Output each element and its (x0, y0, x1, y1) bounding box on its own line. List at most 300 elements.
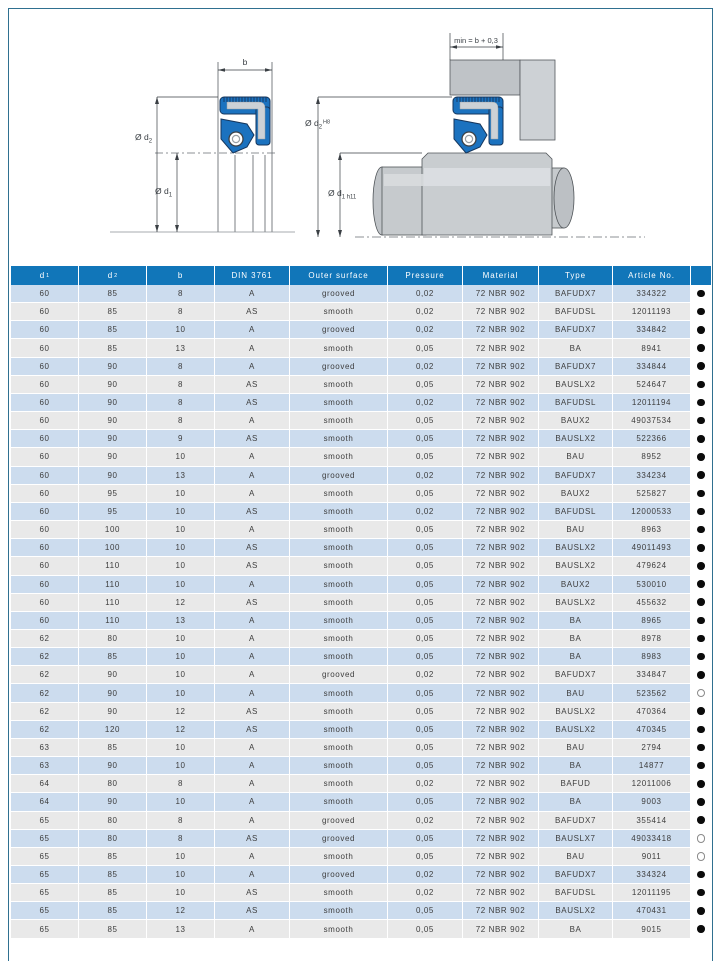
cell-outer-surface: grooved (290, 812, 388, 830)
cell-article-no: 524647 (613, 376, 691, 394)
cell-d2: 90 (79, 412, 147, 430)
cell-availability (691, 448, 711, 466)
table-row (11, 594, 711, 612)
cell-din-3761: A (215, 321, 290, 339)
cell-article-no: 9011 (613, 848, 691, 866)
cell-article-no: 522366 (613, 430, 691, 448)
cell-b: 10 (147, 793, 215, 811)
cell-outer-surface: smooth (290, 793, 388, 811)
cell-pressure: 0,05 (388, 485, 463, 503)
cell-outer-surface: grooved (290, 666, 388, 684)
cell-pressure: 0,05 (388, 630, 463, 648)
dimension-d2 (155, 97, 218, 232)
cell-din-3761: A (215, 285, 290, 303)
cell-pressure: 0,02 (388, 666, 463, 684)
cell-material: 72 NBR 902 (463, 576, 539, 594)
cell-availability (691, 412, 711, 430)
table-row (11, 703, 711, 721)
table-row (11, 339, 711, 357)
cell-outer-surface: smooth (290, 884, 388, 902)
cell-pressure: 0,02 (388, 503, 463, 521)
cell-type: BAFUDX7 (539, 812, 613, 830)
cell-outer-surface: smooth (290, 757, 388, 775)
cell-availability (691, 793, 711, 811)
cell-d1: 60 (11, 467, 79, 485)
cell-b: 8 (147, 358, 215, 376)
cell-type: BAU (539, 521, 613, 539)
cell-pressure: 0,05 (388, 539, 463, 557)
cell-outer-surface: smooth (290, 684, 388, 702)
cell-b: 10 (147, 503, 215, 521)
cell-d2: 80 (79, 812, 147, 830)
cell-material: 72 NBR 902 (463, 339, 539, 357)
availability-dot-filled (697, 490, 705, 498)
cell-din-3761: A (215, 739, 290, 757)
cell-din-3761: A (215, 448, 290, 466)
table-row (11, 503, 711, 521)
cell-material: 72 NBR 902 (463, 630, 539, 648)
cell-material: 72 NBR 902 (463, 503, 539, 521)
cell-pressure: 0,05 (388, 594, 463, 612)
grooved-surface (224, 97, 266, 102)
cell-pressure: 0,05 (388, 684, 463, 702)
cell-d1: 62 (11, 721, 79, 739)
cell-din-3761: AS (215, 303, 290, 321)
cell-d1: 60 (11, 303, 79, 321)
cell-article-no: 12011006 (613, 775, 691, 793)
cell-availability (691, 485, 711, 503)
cell-availability (691, 884, 711, 902)
availability-dot-filled (697, 526, 705, 534)
cell-din-3761: A (215, 866, 290, 884)
cell-pressure: 0,05 (388, 848, 463, 866)
cell-material: 72 NBR 902 (463, 739, 539, 757)
cell-din-3761: A (215, 666, 290, 684)
cell-material: 72 NBR 902 (463, 920, 539, 938)
cell-din-3761: AS (215, 503, 290, 521)
cell-d1: 62 (11, 666, 79, 684)
cell-availability (691, 557, 711, 575)
cell-b: 10 (147, 684, 215, 702)
cell-availability (691, 358, 711, 376)
cell-din-3761: AS (215, 594, 290, 612)
cell-d1: 60 (11, 557, 79, 575)
cell-b: 13 (147, 339, 215, 357)
cell-pressure: 0,02 (388, 775, 463, 793)
cell-outer-surface: smooth (290, 485, 388, 503)
availability-dot-filled (697, 671, 705, 679)
cell-article-no: 8965 (613, 612, 691, 630)
cell-availability (691, 503, 711, 521)
cell-article-no: 8978 (613, 630, 691, 648)
cell-article-no: 523562 (613, 684, 691, 702)
cell-outer-surface: smooth (290, 920, 388, 938)
cell-din-3761: A (215, 412, 290, 430)
table-row (11, 430, 711, 448)
cell-material: 72 NBR 902 (463, 467, 539, 485)
cell-din-3761: A (215, 358, 290, 376)
seal-installation-diagram (300, 18, 670, 250)
cell-d2: 85 (79, 648, 147, 666)
cell-d2: 110 (79, 612, 147, 630)
table-row (11, 539, 711, 557)
cell-b: 13 (147, 920, 215, 938)
table-row (11, 848, 711, 866)
cell-pressure: 0,05 (388, 576, 463, 594)
cell-pressure: 0,02 (388, 321, 463, 339)
table-row (11, 666, 711, 684)
label-min-width: min = b + 0,3 (454, 36, 498, 45)
cell-article-no: 470431 (613, 902, 691, 920)
cell-material: 72 NBR 902 (463, 394, 539, 412)
table-row (11, 448, 711, 466)
cell-material: 72 NBR 902 (463, 866, 539, 884)
cell-din-3761: A (215, 793, 290, 811)
cell-outer-surface: smooth (290, 412, 388, 430)
availability-dot-filled (697, 580, 705, 588)
cell-d1: 63 (11, 739, 79, 757)
cell-d1: 60 (11, 576, 79, 594)
table-row (11, 721, 711, 739)
cell-d2: 90 (79, 430, 147, 448)
cell-availability (691, 630, 711, 648)
cell-b: 12 (147, 594, 215, 612)
cell-material: 72 NBR 902 (463, 648, 539, 666)
table-row (11, 884, 711, 902)
availability-dot-filled (697, 816, 705, 824)
cell-din-3761: A (215, 812, 290, 830)
cell-pressure: 0,02 (388, 467, 463, 485)
cell-article-no: 2794 (613, 739, 691, 757)
cell-pressure: 0,05 (388, 339, 463, 357)
cell-article-no: 8941 (613, 339, 691, 357)
cell-type: BAFUDX7 (539, 866, 613, 884)
cell-d1: 60 (11, 339, 79, 357)
cell-material: 72 NBR 902 (463, 430, 539, 448)
cell-d1: 60 (11, 376, 79, 394)
cell-din-3761: AS (215, 703, 290, 721)
cell-material: 72 NBR 902 (463, 485, 539, 503)
cell-outer-surface: smooth (290, 576, 388, 594)
cell-pressure: 0,02 (388, 303, 463, 321)
cell-din-3761: AS (215, 721, 290, 739)
cell-d2: 90 (79, 793, 147, 811)
cell-outer-surface: smooth (290, 430, 388, 448)
availability-dot-filled (697, 780, 705, 788)
cell-d2: 80 (79, 630, 147, 648)
cell-b: 10 (147, 866, 215, 884)
cell-availability (691, 612, 711, 630)
cell-material: 72 NBR 902 (463, 902, 539, 920)
cell-material: 72 NBR 902 (463, 539, 539, 557)
cell-din-3761: A (215, 775, 290, 793)
column-header-outer-surface: Outer surface (290, 266, 388, 285)
cell-outer-surface: grooved (290, 358, 388, 376)
cell-article-no: 9003 (613, 793, 691, 811)
cell-type: BAFUD (539, 775, 613, 793)
cell-material: 72 NBR 902 (463, 612, 539, 630)
cell-availability (691, 576, 711, 594)
cell-d2: 110 (79, 557, 147, 575)
cell-outer-surface: smooth (290, 630, 388, 648)
cell-type: BAUSLX2 (539, 430, 613, 448)
cell-d2: 90 (79, 376, 147, 394)
cell-b: 8 (147, 412, 215, 430)
cell-d1: 62 (11, 703, 79, 721)
availability-dot-filled (697, 653, 705, 661)
cell-din-3761: AS (215, 902, 290, 920)
cell-pressure: 0,05 (388, 739, 463, 757)
cell-b: 8 (147, 303, 215, 321)
cell-d1: 62 (11, 630, 79, 648)
cell-availability (691, 775, 711, 793)
cell-din-3761: AS (215, 557, 290, 575)
cell-d1: 62 (11, 648, 79, 666)
cell-material: 72 NBR 902 (463, 793, 539, 811)
cell-material: 72 NBR 902 (463, 303, 539, 321)
cell-din-3761: A (215, 648, 290, 666)
cell-availability (691, 721, 711, 739)
cell-outer-surface: smooth (290, 721, 388, 739)
cell-type: BAFUDX7 (539, 321, 613, 339)
cell-type: BA (539, 612, 613, 630)
cell-d1: 60 (11, 394, 79, 412)
cell-material: 72 NBR 902 (463, 448, 539, 466)
table-row (11, 812, 711, 830)
cell-outer-surface: grooved (290, 830, 388, 848)
cell-pressure: 0,05 (388, 412, 463, 430)
table-row (11, 648, 711, 666)
table-row (11, 866, 711, 884)
cell-outer-surface: grooved (290, 285, 388, 303)
cell-availability (691, 866, 711, 884)
cell-b: 10 (147, 521, 215, 539)
cell-material: 72 NBR 902 (463, 812, 539, 830)
table-row (11, 684, 711, 702)
cell-type: BAFUDSL (539, 884, 613, 902)
cell-b: 12 (147, 721, 215, 739)
cell-din-3761: A (215, 684, 290, 702)
cell-d2: 85 (79, 902, 147, 920)
cell-din-3761: A (215, 576, 290, 594)
cell-b: 13 (147, 612, 215, 630)
cell-availability (691, 684, 711, 702)
availability-dot-open (697, 852, 706, 861)
cell-outer-surface: grooved (290, 467, 388, 485)
cell-din-3761: A (215, 521, 290, 539)
cell-outer-surface: smooth (290, 648, 388, 666)
cell-d2: 90 (79, 358, 147, 376)
cell-d1: 60 (11, 412, 79, 430)
cell-din-3761: A (215, 920, 290, 938)
label-d1-h11: Ø $d_{1 h11}$ (328, 188, 357, 201)
cell-b: 8 (147, 812, 215, 830)
cell-din-3761: AS (215, 830, 290, 848)
cell-article-no: 334842 (613, 321, 691, 339)
cell-material: 72 NBR 902 (463, 830, 539, 848)
column-header-type: Type (539, 266, 613, 285)
cell-type: BAUSLX2 (539, 721, 613, 739)
cell-d2: 90 (79, 703, 147, 721)
cell-outer-surface: smooth (290, 303, 388, 321)
table-header-row (11, 266, 711, 285)
table-row (11, 485, 711, 503)
table-row (11, 830, 711, 848)
availability-dot-filled (697, 508, 705, 516)
cell-pressure: 0,05 (388, 757, 463, 775)
cell-article-no: 334324 (613, 866, 691, 884)
table-row (11, 757, 711, 775)
cell-d1: 60 (11, 358, 79, 376)
cell-d1: 65 (11, 848, 79, 866)
cell-d2: 85 (79, 884, 147, 902)
cell-d1: 60 (11, 321, 79, 339)
availability-dot-filled (697, 707, 705, 715)
cell-outer-surface: smooth (290, 557, 388, 575)
cell-b: 10 (147, 539, 215, 557)
availability-dot-filled (697, 362, 705, 370)
cell-type: BA (539, 757, 613, 775)
column-header-b: b (147, 266, 215, 285)
column-header-availability (691, 266, 711, 285)
cell-article-no: 8983 (613, 648, 691, 666)
column-header-d1: d 1 (11, 266, 79, 285)
availability-dot-filled (697, 762, 705, 770)
cell-type: BAFUDX7 (539, 358, 613, 376)
cell-din-3761: A (215, 485, 290, 503)
cell-d2: 90 (79, 467, 147, 485)
cell-availability (691, 376, 711, 394)
cell-availability (691, 830, 711, 848)
installed-seal-profile (453, 97, 503, 153)
cell-availability (691, 920, 711, 938)
table-row (11, 521, 711, 539)
cell-b: 10 (147, 630, 215, 648)
cell-outer-surface: smooth (290, 612, 388, 630)
cell-material: 72 NBR 902 (463, 358, 539, 376)
availability-dot-filled (697, 417, 705, 425)
cell-material: 72 NBR 902 (463, 775, 539, 793)
table-row (11, 920, 711, 938)
availability-dot-filled (697, 889, 705, 897)
availability-dot-filled (697, 326, 705, 334)
cell-article-no: 479624 (613, 557, 691, 575)
cell-din-3761: A (215, 467, 290, 485)
cell-article-no: 470345 (613, 721, 691, 739)
cell-availability (691, 739, 711, 757)
cell-outer-surface: smooth (290, 539, 388, 557)
cell-pressure: 0,05 (388, 920, 463, 938)
cell-article-no: 49033418 (613, 830, 691, 848)
table-row (11, 612, 711, 630)
cell-type: BAU (539, 739, 613, 757)
availability-dot-filled (697, 453, 705, 461)
cell-outer-surface: smooth (290, 376, 388, 394)
cell-type: BAUSLX2 (539, 539, 613, 557)
cell-type: BA (539, 648, 613, 666)
cell-article-no: 470364 (613, 703, 691, 721)
cell-outer-surface: grooved (290, 866, 388, 884)
cell-b: 12 (147, 902, 215, 920)
cell-material: 72 NBR 902 (463, 321, 539, 339)
cell-availability (691, 703, 711, 721)
cell-material: 72 NBR 902 (463, 848, 539, 866)
cell-outer-surface: smooth (290, 902, 388, 920)
availability-dot-filled (697, 290, 705, 298)
cell-pressure: 0,02 (388, 866, 463, 884)
cell-article-no: 334322 (613, 285, 691, 303)
cell-material: 72 NBR 902 (463, 521, 539, 539)
cell-material: 72 NBR 902 (463, 285, 539, 303)
table-row (11, 775, 711, 793)
cell-d2: 85 (79, 339, 147, 357)
cell-pressure: 0,05 (388, 521, 463, 539)
cell-d2: 95 (79, 503, 147, 521)
cell-type: BAFUDSL (539, 303, 613, 321)
dimension-d1 (175, 153, 179, 232)
cell-d2: 85 (79, 866, 147, 884)
cell-type: BAUX2 (539, 485, 613, 503)
table-row (11, 285, 711, 303)
cell-d2: 90 (79, 757, 147, 775)
cell-d1: 65 (11, 830, 79, 848)
cell-article-no: 49011493 (613, 539, 691, 557)
cell-pressure: 0,05 (388, 902, 463, 920)
cell-type: BAUSLX2 (539, 376, 613, 394)
table-row (11, 321, 711, 339)
shaft (373, 153, 574, 235)
cell-type: BAUSLX2 (539, 902, 613, 920)
availability-dot-filled (697, 435, 705, 443)
availability-dot-filled (697, 381, 705, 389)
availability-dot-open (697, 689, 706, 698)
cell-availability (691, 902, 711, 920)
table-row (11, 303, 711, 321)
cell-din-3761: AS (215, 430, 290, 448)
cell-d2: 85 (79, 321, 147, 339)
cell-article-no: 9015 (613, 920, 691, 938)
cell-material: 72 NBR 902 (463, 376, 539, 394)
cell-material: 72 NBR 902 (463, 557, 539, 575)
availability-dot-filled (697, 344, 705, 352)
label-d1: Ø $d_1$ (155, 186, 173, 199)
cell-b: 9 (147, 430, 215, 448)
cell-pressure: 0,05 (388, 703, 463, 721)
cell-pressure: 0,05 (388, 612, 463, 630)
cell-din-3761: A (215, 848, 290, 866)
cell-d1: 60 (11, 448, 79, 466)
cell-pressure: 0,05 (388, 648, 463, 666)
availability-dot-filled (697, 617, 705, 625)
cell-outer-surface: smooth (290, 775, 388, 793)
table-row (11, 557, 711, 575)
cell-outer-surface: smooth (290, 521, 388, 539)
table-row (11, 793, 711, 811)
availability-dot-filled (697, 399, 705, 407)
cell-type: BAFUDSL (539, 394, 613, 412)
cell-outer-surface: smooth (290, 703, 388, 721)
cell-article-no: 49037534 (613, 412, 691, 430)
cell-type: BA (539, 339, 613, 357)
cell-d2: 110 (79, 576, 147, 594)
cell-material: 72 NBR 902 (463, 666, 539, 684)
cell-pressure: 0,02 (388, 358, 463, 376)
cell-b: 10 (147, 848, 215, 866)
cell-availability (691, 648, 711, 666)
cell-availability (691, 594, 711, 612)
cell-outer-surface: smooth (290, 394, 388, 412)
cell-din-3761: A (215, 757, 290, 775)
